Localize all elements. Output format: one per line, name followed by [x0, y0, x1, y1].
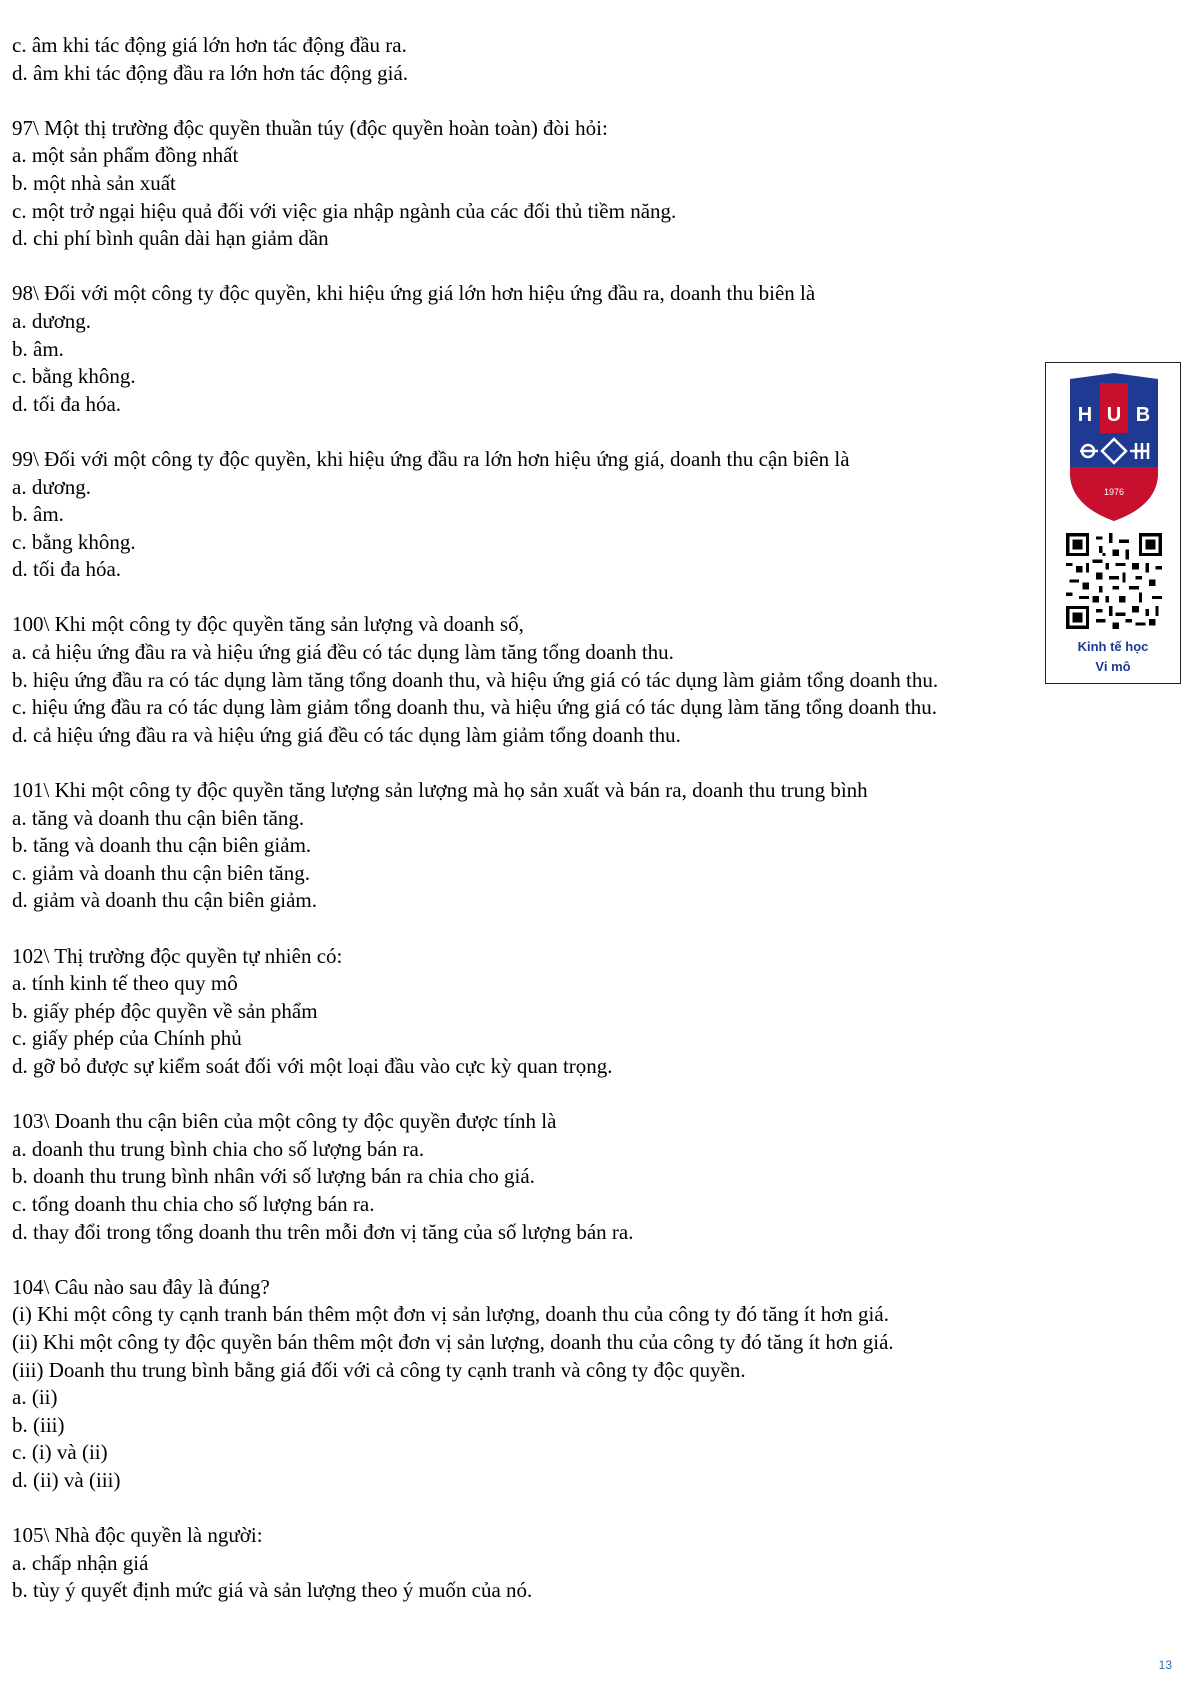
logo-year: 1976: [1103, 487, 1125, 497]
question-block: [12, 446, 1062, 584]
answer-line: a. chấp nhận giá: [12, 1550, 149, 1575]
course-title-line2: Vi mô: [1095, 659, 1131, 674]
answer-line: b. tăng và doanh thu cận biên giảm.: [12, 833, 312, 858]
hub-logo: [1066, 373, 1162, 523]
question-stem: 100\ Khi một công ty độc quyền tăng sản lượng và doanh số,: [12, 612, 524, 637]
question-block: [12, 1522, 1062, 1605]
question-stem: 99\ Đối với một công ty độc quyền, khi hiệu ứng đầu ra lớn hơn hiệu ứng giá, doanh thu cận biên là: [12, 446, 850, 471]
answer-line: d. tối đa hóa.: [12, 557, 122, 582]
answer-line: a. dương.: [12, 308, 92, 333]
question-stem: 104\ Câu nào sau đây là đúng?: [12, 1274, 270, 1299]
answer-line: b. một nhà sản xuất: [12, 170, 176, 195]
answer-line: a. doanh thu trung bình chia cho số lượng bán ra.: [12, 1136, 425, 1161]
question-stem: 103\ Doanh thu cận biên của một công ty độc quyền được tính là: [12, 1109, 557, 1134]
answer-line: a. một sản phẩm đồng nhất: [12, 143, 239, 168]
question-block: [12, 611, 1062, 749]
answer-line: d. giảm và doanh thu cận biên giảm.: [12, 888, 318, 913]
answer-line: c. bằng không.: [12, 529, 136, 554]
answer-line: d. chi phí bình quân dài hạn giảm dần: [12, 226, 329, 251]
answer-line: a. cả hiệu ứng đầu ra và hiệu ứng giá đều có tác dụng làm tăng tổng doanh thu.: [12, 640, 674, 665]
answer-line: d. tối đa hóa.: [12, 391, 122, 416]
answer-line: d. cả hiệu ứng đầu ra và hiệu ứng giá đều có tác dụng làm giảm tổng doanh thu.: [12, 722, 681, 747]
question-block: [12, 32, 1062, 87]
question-block: [12, 115, 1062, 253]
answer-line: d. gỡ bỏ được sự kiểm soát đối với một loại đầu vào cực kỳ quan trọng.: [12, 1053, 613, 1078]
answer-line: c. (i) và (ii): [12, 1440, 108, 1465]
question-stem: 105\ Nhà độc quyền là người:: [12, 1523, 263, 1548]
question-stem: 101\ Khi một công ty độc quyền tăng lượng sản lượng mà họ sản xuất và bán ra, doanh thu trung bình: [12, 778, 868, 803]
qr-code-icon: [1066, 533, 1162, 629]
logo-letter-u: U: [1106, 404, 1122, 426]
question-block: [12, 1274, 1062, 1495]
document-body: [12, 32, 1062, 1632]
answer-line: d. âm khi tác động đầu ra lớn hơn tác động giá.: [12, 60, 409, 85]
answer-line: b. giấy phép độc quyền về sản phẩm: [12, 998, 318, 1023]
answer-line: (i) Khi một công ty cạnh tranh bán thêm một đơn vị sản lượng, doanh thu của công ty đó tăng ít hơn giá.: [12, 1302, 889, 1327]
question-stem: 102\ Thị trường độc quyền tự nhiên có:: [12, 943, 343, 968]
page-number: 13: [1158, 1658, 1172, 1672]
answer-line: a. dương.: [12, 474, 92, 499]
answer-line: c. hiệu ứng đầu ra có tác dụng làm giảm tổng doanh thu, và hiệu ứng giá có tác dụng làm tăng tổng doanh thu.: [12, 695, 937, 720]
logo-letter-b: B: [1135, 404, 1151, 426]
question-block: [12, 943, 1062, 1081]
answer-line: c. giấy phép của Chính phủ: [12, 1026, 242, 1051]
question-stem: 97\ Một thị trường độc quyền thuần túy (độc quyền hoàn toàn) đòi hỏi:: [12, 115, 608, 140]
answer-line: c. bằng không.: [12, 364, 136, 389]
answer-line: b. tùy ý quyết định mức giá và sản lượng theo ý muốn của nó.: [12, 1578, 533, 1603]
answer-line: b. hiệu ứng đầu ra có tác dụng làm tăng tổng doanh thu, và hiệu ứng giá có tác dụng làm giảm tổng doanh thu.: [12, 667, 939, 692]
answer-line: a. (ii): [12, 1385, 58, 1410]
answer-line: (ii) Khi một công ty độc quyền bán thêm một đơn vị sản lượng, doanh thu của công ty đó tăng ít hơn giá.: [12, 1329, 894, 1354]
answer-line: a. tính kinh tế theo quy mô: [12, 971, 238, 996]
answer-line: d. thay đổi trong tổng doanh thu trên mỗi đơn vị tăng của số lượng bán ra.: [12, 1219, 634, 1244]
answer-line: b. âm.: [12, 502, 64, 527]
course-badge: [1045, 362, 1181, 684]
answer-line: b. (iii): [12, 1412, 65, 1437]
answer-line: c. âm khi tác động giá lớn hơn tác động đầu ra.: [12, 33, 407, 57]
question-block: [12, 280, 1062, 418]
answer-line: (iii) Doanh thu trung bình bằng giá đối với cả công ty cạnh tranh và công ty độc quyền.: [12, 1357, 746, 1382]
answer-line: b. âm.: [12, 336, 64, 361]
course-title-line1: Kinh tế học: [1077, 639, 1149, 654]
answer-line: c. giảm và doanh thu cận biên tăng.: [12, 860, 310, 885]
question-block: [12, 1108, 1062, 1246]
answer-line: a. tăng và doanh thu cận biên tăng.: [12, 805, 305, 830]
question-block: [12, 777, 1062, 915]
answer-line: c. một trở ngại hiệu quả đối với việc gia nhập ngành của các đối thủ tiềm năng.: [12, 198, 677, 223]
answer-line: b. doanh thu trung bình nhân với số lượng bán ra chia cho giá.: [12, 1164, 535, 1189]
question-stem: 98\ Đối với một công ty độc quyền, khi hiệu ứng giá lớn hơn hiệu ứng đầu ra, doanh thu biên là: [12, 281, 816, 306]
answer-line: c. tổng doanh thu chia cho số lượng bán ra.: [12, 1191, 375, 1216]
answer-line: d. (ii) và (iii): [12, 1467, 121, 1492]
logo-letter-h: H: [1077, 404, 1093, 426]
